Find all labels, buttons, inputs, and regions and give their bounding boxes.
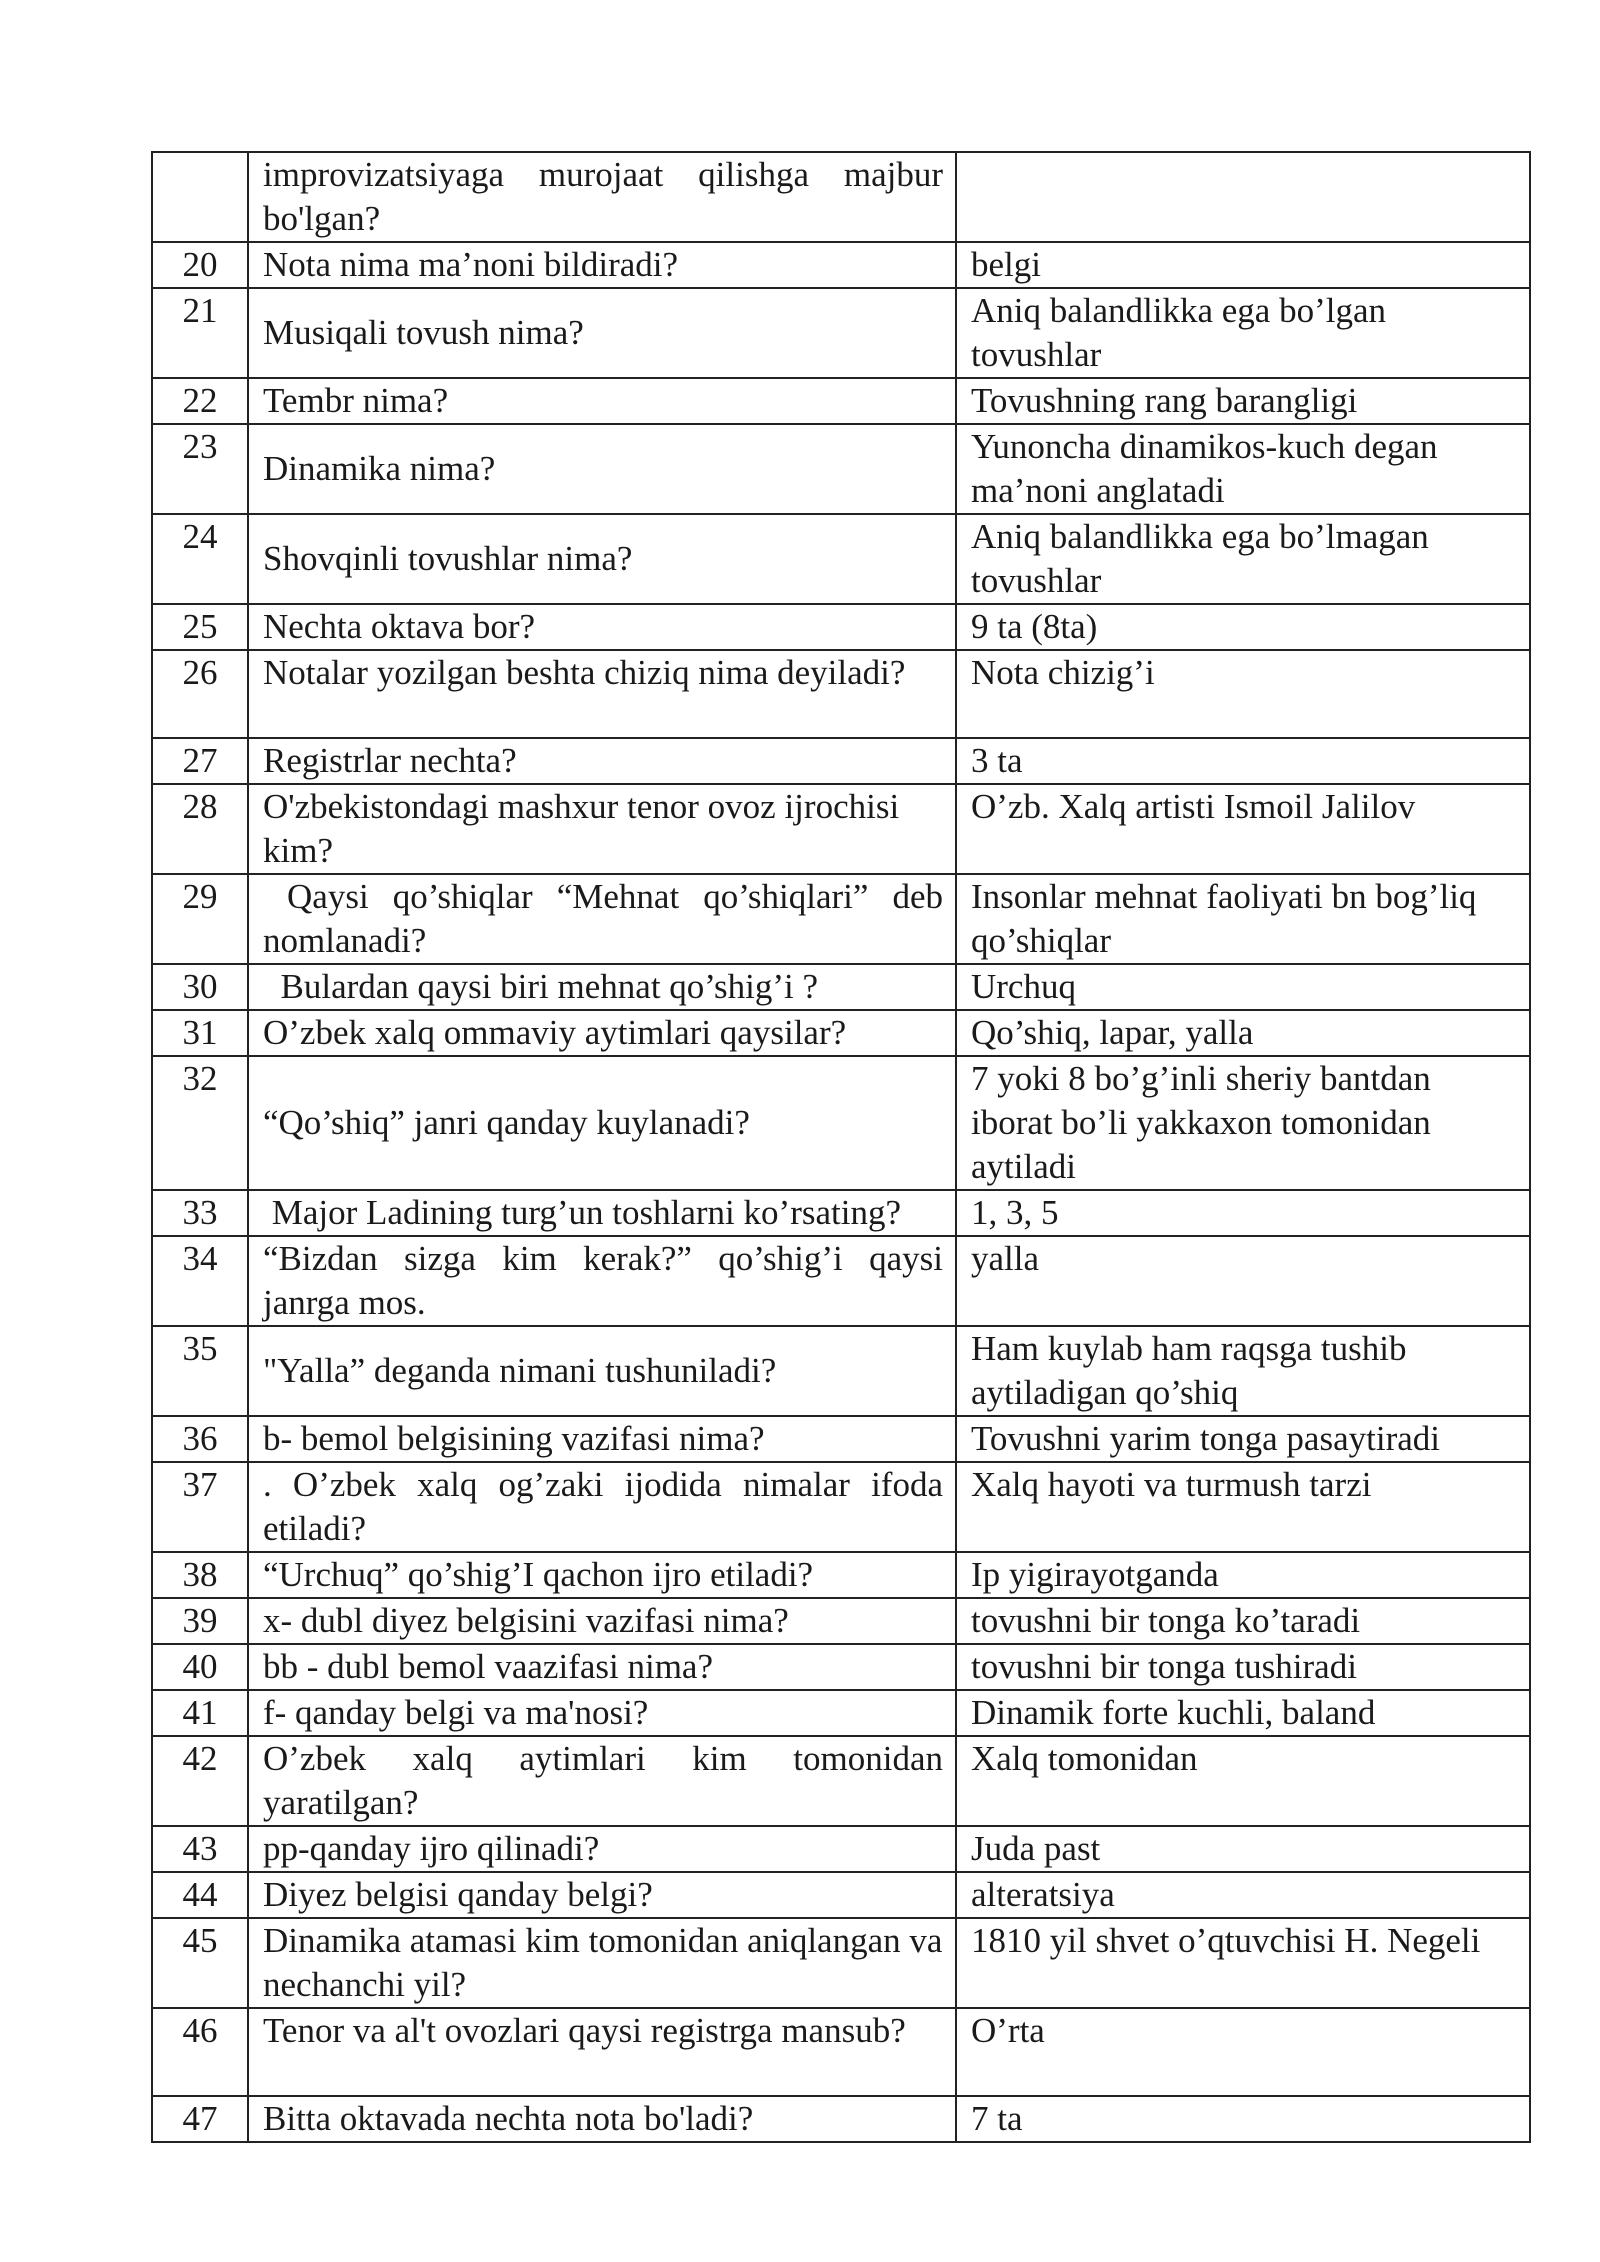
table-row bbox=[152, 242, 1530, 288]
answer-text: Tovushning rang barangligi bbox=[956, 378, 1530, 424]
question-text: b- bemol belgisining vazifasi nima? bbox=[248, 1416, 956, 1462]
answer-text: Xalq hayoti va turmush tarzi bbox=[956, 1462, 1530, 1552]
answer-text: Juda past bbox=[956, 1826, 1530, 1872]
question-text: Qaysi qo’shiqlar “Mehnat qo’shiqlari” deb nomlanadi? bbox=[248, 874, 956, 964]
answer-text: Yunoncha dinamikos-kuch degan ma’noni anglatadi bbox=[956, 424, 1530, 514]
question-number: 21 bbox=[152, 288, 248, 378]
question-number: 35 bbox=[152, 1326, 248, 1416]
question-number: 25 bbox=[152, 604, 248, 650]
question-text: Dinamika nima? bbox=[248, 424, 956, 514]
question-text: Shovqinli tovushlar nima? bbox=[248, 514, 956, 604]
question-number: 33 bbox=[152, 1190, 248, 1236]
question-number: 44 bbox=[152, 1872, 248, 1918]
answer-text: 3 ta bbox=[956, 738, 1530, 784]
table-row bbox=[152, 378, 1530, 424]
answer-text: Ham kuylab ham raqsga tushib aytiladigan qo’shiq bbox=[956, 1326, 1530, 1416]
question-text: . O’zbek xalq og’zaki ijodida nimalar ifoda etiladi? bbox=[248, 1462, 956, 1552]
question-number: 37 bbox=[152, 1462, 248, 1552]
question-number: 36 bbox=[152, 1416, 248, 1462]
question-number: 23 bbox=[152, 424, 248, 514]
question-text: Tembr nima? bbox=[248, 378, 956, 424]
question-number: 31 bbox=[152, 1010, 248, 1056]
answer-text: Nota chizig’i bbox=[956, 650, 1530, 738]
table-row bbox=[152, 2008, 1530, 2096]
table-row bbox=[152, 1326, 1530, 1416]
question-text: O’zbek xalq aytimlari kim tomonidan yaratilgan? bbox=[248, 1736, 956, 1826]
question-number: 42 bbox=[152, 1736, 248, 1826]
table-row bbox=[152, 650, 1530, 738]
question-number: 45 bbox=[152, 1918, 248, 2008]
answer-text: O’zb. Xalq artisti Ismoil Jalilov bbox=[956, 784, 1530, 874]
question-text: improvizatsiyaga murojaat qilishga majbur bo'lgan? bbox=[248, 152, 956, 242]
question-text: Notalar yozilgan beshta chiziq nima deyiladi? bbox=[248, 650, 956, 738]
qa-table bbox=[151, 151, 1531, 2143]
question-text: f- qanday belgi va ma'nosi? bbox=[248, 1690, 956, 1736]
question-number: 43 bbox=[152, 1826, 248, 1872]
table-row bbox=[152, 1416, 1530, 1462]
question-text: Bitta oktavada nechta nota bo'ladi? bbox=[248, 2096, 956, 2142]
question-number: 34 bbox=[152, 1236, 248, 1326]
question-number: 28 bbox=[152, 784, 248, 874]
question-number: 32 bbox=[152, 1056, 248, 1190]
table-row bbox=[152, 784, 1530, 874]
answer-text: 7 yoki 8 bo’g’inli sheriy bantdan iborat bo’li yakkaxon tomonidan aytiladi bbox=[956, 1056, 1530, 1190]
table-row bbox=[152, 288, 1530, 378]
table-row bbox=[152, 424, 1530, 514]
question-text: pp-qanday ijro qilinadi? bbox=[248, 1826, 956, 1872]
answer-text: Aniq balandlikka ega bo’lgan tovushlar bbox=[956, 288, 1530, 378]
question-number: 41 bbox=[152, 1690, 248, 1736]
question-text: Diyez belgisi qanday belgi? bbox=[248, 1872, 956, 1918]
question-number: 22 bbox=[152, 378, 248, 424]
answer-text: 9 ta (8ta) bbox=[956, 604, 1530, 650]
table-row bbox=[152, 1462, 1530, 1552]
answer-text: Dinamik forte kuchli, baland bbox=[956, 1690, 1530, 1736]
question-text: Nota nima ma’noni bildiradi? bbox=[248, 242, 956, 288]
table-row bbox=[152, 514, 1530, 604]
question-number: 30 bbox=[152, 964, 248, 1010]
table-row bbox=[152, 964, 1530, 1010]
question-number: 47 bbox=[152, 2096, 248, 2142]
table-row bbox=[152, 1690, 1530, 1736]
answer-text: Qo’shiq, lapar, yalla bbox=[956, 1010, 1530, 1056]
question-text: Dinamika atamasi kim tomonidan aniqlangan va nechanchi yil? bbox=[248, 1918, 956, 2008]
table-row bbox=[152, 2096, 1530, 2142]
answer-text: 1, 3, 5 bbox=[956, 1190, 1530, 1236]
table-row bbox=[152, 604, 1530, 650]
answer-text: Xalq tomonidan bbox=[956, 1736, 1530, 1826]
question-text: bb - dubl bemol vaazifasi nima? bbox=[248, 1644, 956, 1690]
table-row bbox=[152, 1872, 1530, 1918]
question-text: O’zbek xalq ommaviy aytimlari qaysilar? bbox=[248, 1010, 956, 1056]
question-text: Registrlar nechta? bbox=[248, 738, 956, 784]
question-text: "Yalla” deganda nimani tushuniladi? bbox=[248, 1326, 956, 1416]
answer-text bbox=[956, 152, 1530, 242]
question-number: 39 bbox=[152, 1598, 248, 1644]
question-number: 29 bbox=[152, 874, 248, 964]
question-text: Musiqali tovush nima? bbox=[248, 288, 956, 378]
table-row bbox=[152, 1236, 1530, 1326]
table-row bbox=[152, 1736, 1530, 1826]
question-text: “Urchuq” qo’shig’I qachon ijro etiladi? bbox=[248, 1552, 956, 1598]
table-row bbox=[152, 1826, 1530, 1872]
question-number: 24 bbox=[152, 514, 248, 604]
answer-text: Insonlar mehnat faoliyati bn bog’liq qo’shiqlar bbox=[956, 874, 1530, 964]
answer-text: Urchuq bbox=[956, 964, 1530, 1010]
question-number: 26 bbox=[152, 650, 248, 738]
answer-text: tovushni bir tonga tushiradi bbox=[956, 1644, 1530, 1690]
answer-text: belgi bbox=[956, 242, 1530, 288]
table-row bbox=[152, 1056, 1530, 1190]
table-row bbox=[152, 1190, 1530, 1236]
answer-text: O’rta bbox=[956, 2008, 1530, 2096]
question-number: 20 bbox=[152, 242, 248, 288]
question-number: 46 bbox=[152, 2008, 248, 2096]
answer-text: yalla bbox=[956, 1236, 1530, 1326]
question-number: 27 bbox=[152, 738, 248, 784]
question-text: Major Ladining turg’un toshlarni ko’rsating? bbox=[248, 1190, 956, 1236]
table-row bbox=[152, 1598, 1530, 1644]
answer-text: alteratsiya bbox=[956, 1872, 1530, 1918]
question-number: 40 bbox=[152, 1644, 248, 1690]
question-text: x- dubl diyez belgisini vazifasi nima? bbox=[248, 1598, 956, 1644]
table-row bbox=[152, 1644, 1530, 1690]
table-row bbox=[152, 1010, 1530, 1056]
table-row bbox=[152, 152, 1530, 242]
answer-text: 7 ta bbox=[956, 2096, 1530, 2142]
question-text: “Bizdan sizga kim kerak?” qo’shig’i qaysi janrga mos. bbox=[248, 1236, 956, 1326]
question-text: Nechta oktava bor? bbox=[248, 604, 956, 650]
table-row bbox=[152, 738, 1530, 784]
question-text: Tenor va al't ovozlari qaysi registrga mansub? bbox=[248, 2008, 956, 2096]
question-text: O'zbekistondagi mashxur tenor ovoz ijrochisi kim? bbox=[248, 784, 956, 874]
answer-text: Tovushni yarim tonga pasaytiradi bbox=[956, 1416, 1530, 1462]
qa-table-body bbox=[152, 152, 1530, 2142]
question-number: 38 bbox=[152, 1552, 248, 1598]
answer-text: tovushni bir tonga ko’taradi bbox=[956, 1598, 1530, 1644]
answer-text: 1810 yil shvet o’qtuvchisi H. Negeli bbox=[956, 1918, 1530, 2008]
answer-text: Ip yigirayotganda bbox=[956, 1552, 1530, 1598]
question-number bbox=[152, 152, 248, 242]
question-text: “Qo’shiq” janri qanday kuylanadi? bbox=[248, 1056, 956, 1190]
table-row bbox=[152, 1918, 1530, 2008]
table-row bbox=[152, 1552, 1530, 1598]
answer-text: Aniq balandlikka ega bo’lmagan tovushlar bbox=[956, 514, 1530, 604]
question-text: Bulardan qaysi biri mehnat qo’shig’i ? bbox=[248, 964, 956, 1010]
table-row bbox=[152, 874, 1530, 964]
